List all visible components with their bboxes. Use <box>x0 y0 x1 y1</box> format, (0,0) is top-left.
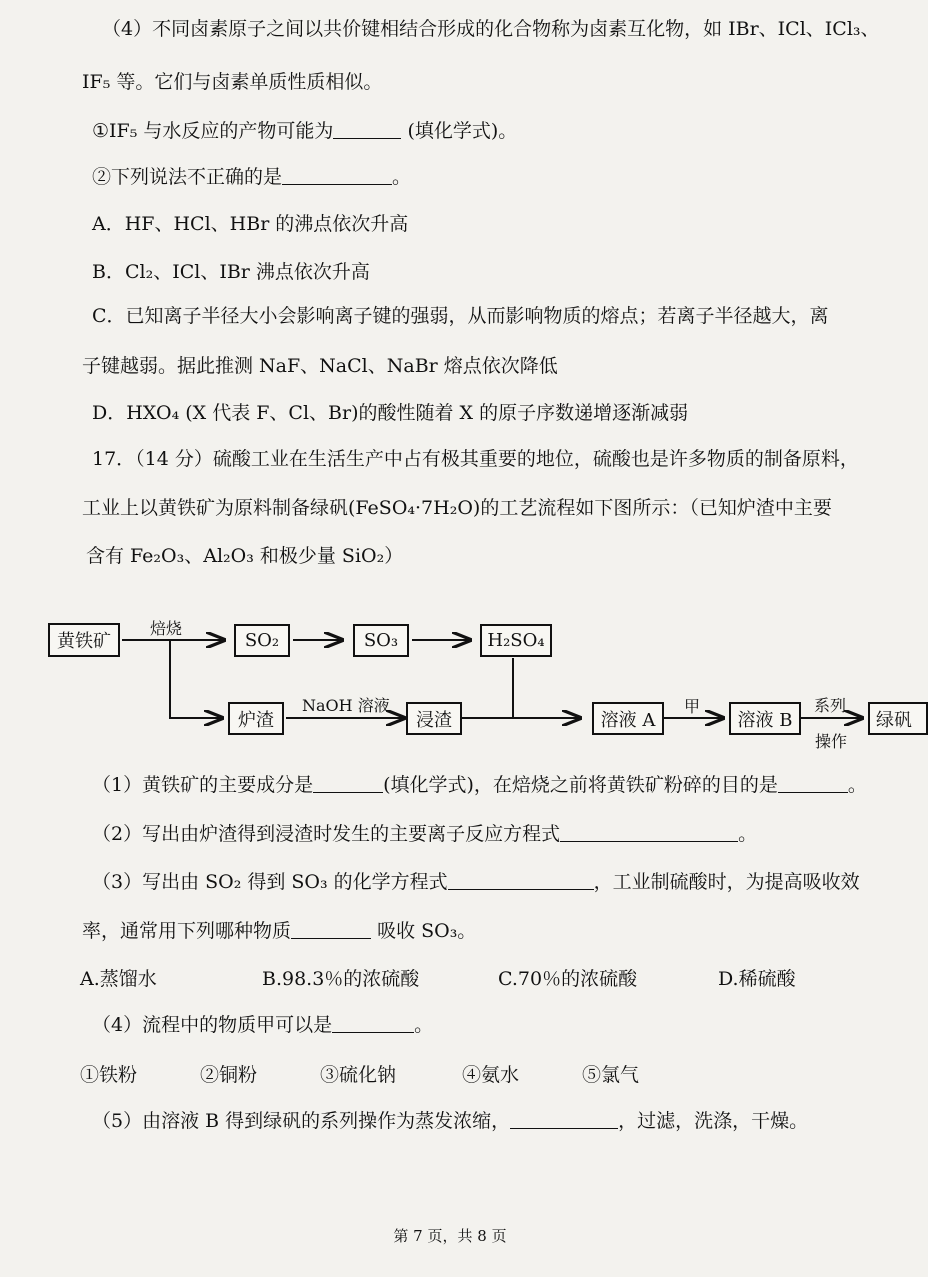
flow-box-so3: SO₃ <box>353 624 409 657</box>
q17-intro-line-1: 17．（14 分）硫酸工业在生活生产中占有极其重要的地位，硫酸也是许多物质的制备原料， <box>92 448 859 470</box>
q17-part-5 <box>92 1108 808 1134</box>
q17-intro-line-3: 含有 Fe₂O₃、Al₂O₃ 和极少量 SiO₂） <box>86 545 404 567</box>
q16-subquestion-2 <box>92 164 411 190</box>
q17-p5-end: ，过滤，洗涤，干燥。 <box>618 1110 809 1132</box>
q17-p2-end: 。 <box>738 823 758 845</box>
q17-p4-option-4: ④氨水 <box>462 1064 520 1086</box>
q16-sub1-hint: (填化学式)。 <box>407 120 518 142</box>
q16-intro-line-1: （4）不同卤素原子之间以共价键相结合形成的化合物称为卤素互化物，如 IBr、ICl、ICl₃、 <box>102 18 880 40</box>
flow-box-so2: SO₂ <box>234 624 290 657</box>
q16-option-c-line-1: C．已知离子半径大小会影响离子键的强弱，从而影响物质的熔点；若离子半径越大，离 <box>92 305 829 327</box>
flow-box-solution-b: 溶液 B <box>729 702 801 735</box>
q16-subquestion-1 <box>92 118 517 144</box>
flow-label-roast: 焙烧 <box>150 619 183 638</box>
q17-p3-text-a: （3）写出由 SO₂ 得到 SO₃ 的化学方程式 <box>92 871 448 893</box>
answer-blank[interactable] <box>510 1110 618 1129</box>
answer-blank[interactable] <box>778 774 848 793</box>
flow-box-leach-residue: 浸渣 <box>406 702 462 735</box>
q17-p4-text: （4）流程中的物质甲可以是 <box>92 1014 333 1036</box>
q17-part-1 <box>92 772 867 798</box>
flow-box-h2so4: H₂SO₄ <box>480 624 552 657</box>
answer-blank[interactable] <box>333 120 401 139</box>
flow-box-green-vitriol: 绿矾 <box>868 702 928 735</box>
answer-blank[interactable] <box>560 823 738 842</box>
q17-part-3-line-1 <box>92 869 860 895</box>
q17-p1-text-b: (填化学式)，在焙烧之前将黄铁矿粉碎的目的是 <box>383 774 778 796</box>
q16-option-a: A．HF、HCl、HBr 的沸点依次升高 <box>92 213 409 235</box>
q17-part-3-line-2 <box>82 918 476 944</box>
q17-p3-text-c: 率，通常用下列哪种物质 <box>82 920 292 942</box>
q16-option-b: B．Cl₂、ICl、IBr 沸点依次升高 <box>92 261 370 283</box>
q17-p3-text-b: ，工业制硫酸时，为提高吸收效 <box>593 871 860 893</box>
q16-intro-line-2: IF₅ 等。它们与卤素单质性质相似。 <box>82 71 383 93</box>
q17-p3-text-d: 吸收 SO₃。 <box>377 920 477 942</box>
q16-option-d: D．HXO₄ (X 代表 F、Cl、Br)的酸性随着 X 的原子序数递增逐渐减弱 <box>92 402 689 424</box>
q17-part-2 <box>92 821 757 847</box>
flow-label-operation: 操作 <box>815 732 848 751</box>
q17-p3-option-d: D.稀硫酸 <box>718 968 796 990</box>
q17-p4-option-5: ⑤氯气 <box>582 1064 640 1086</box>
flow-box-solution-a: 溶液 A <box>592 702 664 735</box>
q17-p3-option-c: C.70％的浓硫酸 <box>498 968 638 990</box>
q17-p1-text-a: （1）黄铁矿的主要成分是 <box>92 774 314 796</box>
answer-blank[interactable] <box>313 774 383 793</box>
flow-label-jia: 甲 <box>684 697 701 716</box>
q16-sub1-text: ①IF₅ 与水反应的产物可能为 <box>92 120 334 142</box>
q17-intro-line-2: 工业上以黄铁矿为原料制备绿矾(FeSO₄·7H₂O)的工艺流程如下图所示：（已知炉渣中主要 <box>82 497 832 519</box>
q17-p4-end: 。 <box>414 1014 434 1036</box>
flow-box-pyrite: 黄铁矿 <box>48 623 120 657</box>
q17-p2-text: （2）写出由炉渣得到浸渣时发生的主要离子反应方程式 <box>92 823 561 845</box>
page-footer: 第 7 页，共 8 页 <box>393 1227 507 1245</box>
flow-label-naoh: NaOH 溶液 <box>302 696 390 715</box>
answer-blank[interactable] <box>291 920 371 939</box>
q17-p4-option-2: ②铜粉 <box>200 1064 258 1086</box>
answer-blank[interactable] <box>448 871 594 890</box>
flow-label-series: 系列 <box>814 696 847 715</box>
arrow-to-slag <box>170 640 222 718</box>
q16-option-c-line-2: 子键越弱。据此推测 NaF、NaCl、NaBr 熔点依次降低 <box>82 355 558 377</box>
answer-blank[interactable] <box>282 166 392 185</box>
q17-p1-end: 。 <box>847 774 867 796</box>
q17-p3-option-a: A.蒸馏水 <box>80 968 157 990</box>
q16-sub2-end: 。 <box>392 166 412 188</box>
q17-p3-option-b: B.98.3％的浓硫酸 <box>262 968 420 990</box>
q17-p4-option-1: ①铁粉 <box>80 1064 138 1086</box>
flow-box-slag: 炉渣 <box>228 702 284 735</box>
q17-p4-option-3: ③硫化钠 <box>320 1064 397 1086</box>
q16-sub2-text: ②下列说法不正确的是 <box>92 166 283 188</box>
q17-p5-text: （5）由溶液 B 得到绿矾的系列操作为蒸发浓缩， <box>92 1110 511 1132</box>
q17-part-4 <box>92 1012 433 1038</box>
answer-blank[interactable] <box>332 1014 414 1033</box>
